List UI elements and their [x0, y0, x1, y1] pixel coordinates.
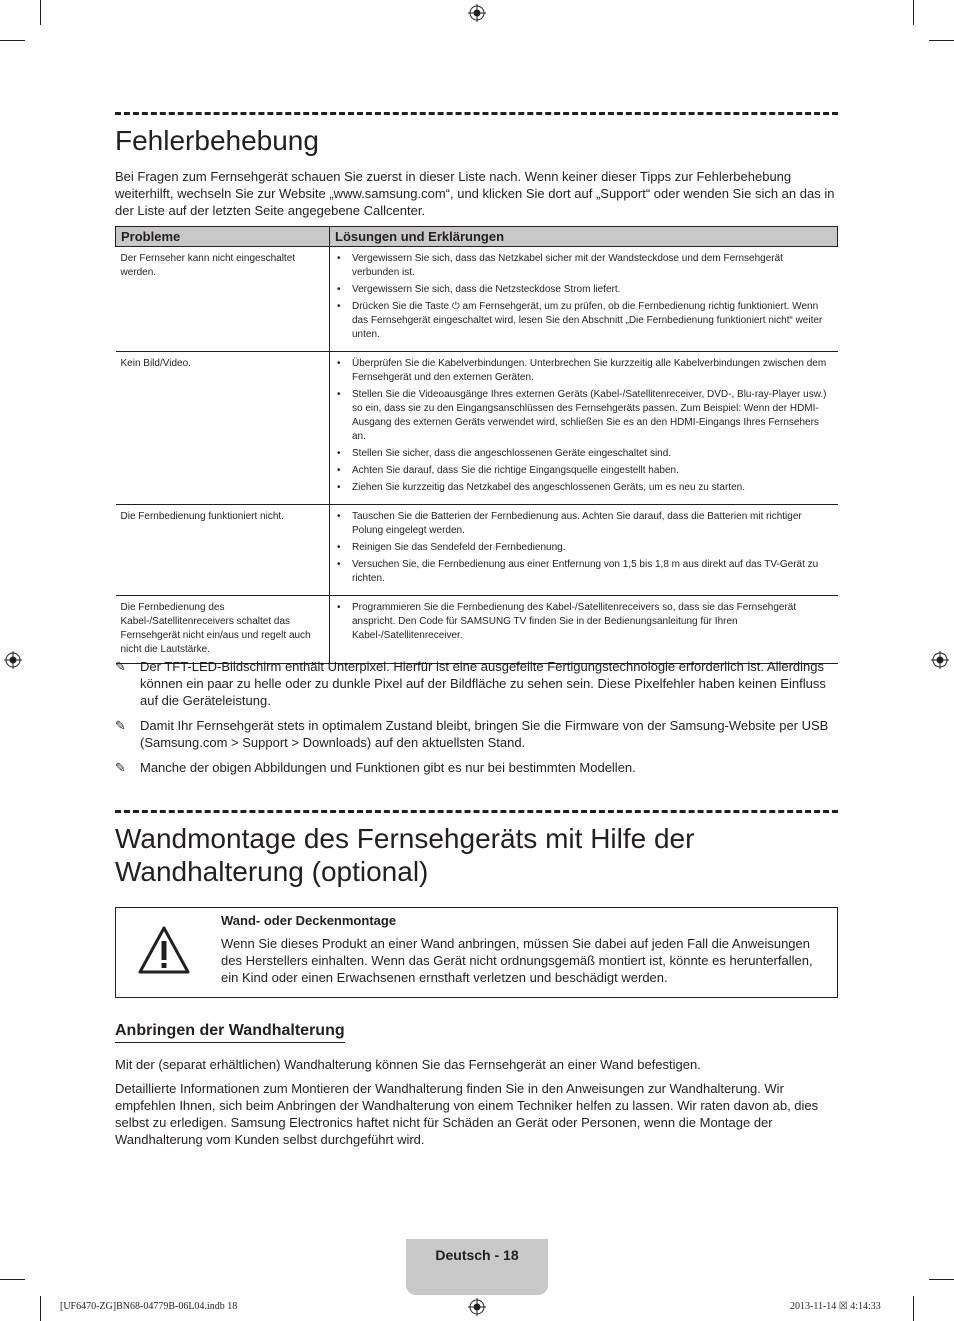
- solution-item: • Stellen Sie die Videoausgänge Ihres externen Geräts (Kabel-/Satellitenreceiver, DVD-, Blu-ray-Player usw.) so ein, dass sie zu den Eingangsanschlüssen des Fernsehgeräts passen. Zum Beispiel: Wenn der HDMI-Ausgang des externen Geräts verwendet wird, schließen Sie es an den HDMI-Eingangs Ihres Fernsehers an.: [352, 388, 833, 444]
- note-text: Damit Ihr Fernsehgerät stets in optimalem Zustand bleibt, bringen Sie die Firmware von der Samsung-Website per USB (Samsung.com > Support > Downloads) auf den aktuellsten Stand.: [140, 718, 829, 750]
- warning-box: [115, 907, 838, 998]
- section-title: Wandmontage des Fernsehgeräts mit Hilfe der Wandhalterung (optional): [115, 823, 695, 887]
- section-divider: [115, 810, 838, 813]
- table-row: [116, 505, 838, 596]
- crop-mark: [40, 0, 41, 25]
- solution-item: • Ziehen Sie kurzzeitig das Netzkabel des angeschlossenen Geräts, um es neu zu starten.: [352, 481, 833, 495]
- solutions-cell: [330, 505, 838, 596]
- problem-cell: Die Fernbedienung des Kabel-/Satellitenreceivers schaltet das Fernsehgerät nicht ein/aus und regelt auch nicht die Lautstärke.: [116, 596, 330, 664]
- warning-triangle-icon: [138, 925, 190, 975]
- registration-mark-icon: [4, 651, 22, 669]
- troubleshooting-table: [115, 226, 838, 664]
- problem-cell: Die Fernbedienung funktioniert nicht.: [116, 505, 330, 596]
- registration-mark-icon: [931, 651, 949, 669]
- table-row: [116, 352, 838, 505]
- solution-item: • Programmieren Sie die Fernbedienung des Kabel-/Satellitenreceivers so, dass sie das Fernsehgerät anspricht. Den Code für SAMSUNG TV finden Sie in der Bedienungsanleitung für Ihren Kabel-/Satellitenreceiver.: [352, 601, 833, 643]
- solution-item: • Tauschen Sie die Batterien der Fernbedienung aus. Achten Sie darauf, dass die Batterien mit richtiger Polung eingelegt werden.: [352, 510, 833, 538]
- registration-mark-icon: [468, 1298, 486, 1316]
- crop-mark: [0, 1279, 25, 1280]
- solution-item: • Achten Sie darauf, dass Sie die richtige Eingangsquelle eingestellt haben.: [352, 464, 833, 478]
- solution-item: • Vergewissern Sie sich, dass das Netzkabel sicher mit der Wandsteckdose und dem Fernsehgerät verbunden ist.: [352, 252, 833, 280]
- warning-text: Wenn Sie dieses Produkt an einer Wand anbringen, müssen Sie dabei auf jeden Fall die Anweisungen des Herstellers einhalten. Wenn das Gerät nicht ordnungsgemäß montiert ist, könnte es herunterfallen, ein Kind oder einen Erwachsenen ernsthaft verletzen und beschädigt werden.: [221, 936, 813, 985]
- note-item: [115, 658, 838, 709]
- footer-timestamp: 2013-11-14 ☒ 4:14:33: [790, 1301, 881, 1312]
- pencil-note-icon: ✎: [115, 760, 126, 775]
- notes-list: [115, 658, 838, 784]
- table-row: [116, 596, 838, 664]
- registration-mark-icon: [468, 4, 486, 22]
- section-title: Fehlerbehebung: [115, 125, 319, 156]
- solution-item: • Stellen Sie sicher, dass die angeschlossenen Geräte eingeschaltet sind.: [352, 447, 833, 461]
- note-text: Manche der obigen Abbildungen und Funktionen gibt es nur bei bestimmten Modellen.: [140, 760, 636, 775]
- subheading: Anbringen der Wandhalterung: [115, 1021, 345, 1043]
- solutions-cell: [330, 596, 838, 664]
- solution-item: • Vergewissern Sie sich, dass die Netzsteckdose Strom liefert.: [352, 283, 833, 297]
- problem-cell: Der Fernseher kann nicht eingeschaltet werden.: [116, 247, 330, 352]
- intro-paragraph: Bei Fragen zum Fernsehgerät schauen Sie zuerst in dieser Liste nach. Wenn keiner dieser Tipps zur Fehlerbehebung weiterhilft, wechseln Sie zur Website „www.samsung.com“, und klicken Sie dort auf „Support“ oder wenden Sie sich an das in der Liste auf der letzten Seite angegebene Callcenter.: [115, 169, 835, 218]
- note-item: [115, 717, 838, 751]
- page-number-tab: [406, 1239, 548, 1295]
- table-row: [116, 247, 838, 352]
- section-divider: [115, 112, 838, 115]
- solution-item: • Überprüfen Sie die Kabelverbindungen. Unterbrechen Sie kurzzeitig alle Kabelverbindungen zwischen dem Fernsehgerät und den externen Geräten.: [352, 357, 833, 385]
- paragraph: Detaillierte Informationen zum Montieren der Wandhalterung finden Sie in den Anweisungen zur Wandhalterung. Wir empfehlen Ihnen, sich beim Anbringen der Wandhalterung von einem Techniker helfen zu lassen. Wir raten davon ab, dies selbst zu erledigen. Samsung Electronics haftet nicht für Schäden an Gerät oder Personen, wenn die Montage der Wandhalterung vom Kunden selbst durchgeführt wird.: [115, 1081, 819, 1147]
- warning-title: Wand- oder Deckenmontage: [221, 913, 397, 928]
- column-header-problems: Probleme: [116, 227, 330, 247]
- table-header-row: [116, 227, 838, 247]
- pencil-note-icon: ✎: [115, 659, 126, 674]
- solution-item: • Versuchen Sie, die Fernbedienung aus einer Entfernung von 1,5 bis 1,8 m aus direkt auf das TV-Gerät zu richten.: [352, 558, 833, 586]
- solutions-cell: [330, 247, 838, 352]
- note-text: Der TFT-LED-Bildschirm enthält Unterpixel. Hierfür ist eine ausgefeilte Fertigungstechnologie erforderlich ist. Allerdings können ein paar zu helle oder zu dunkle Pixel auf der Bildfläche zu sehen sein. Diese Pixelfehler haben keinen Einfluss auf die Geräteleistung.: [140, 659, 826, 708]
- pencil-note-icon: ✎: [115, 718, 126, 733]
- solution-item: • Drücken Sie die Taste ⏻ am Fernsehgerät, um zu prüfen, ob die Fernbedienung richtig funktioniert. Wenn das Fernsehgerät eingeschaltet wird, lesen Sie den Abschnitt „Die Fernbedienung funktioniert nicht“ weiter unten.: [352, 300, 833, 342]
- footer-file-info: [UF6470-ZG]BN68-04779B-06L04.indb 18: [60, 1301, 238, 1312]
- crop-mark: [929, 40, 954, 41]
- column-header-solutions: Lösungen und Erklärungen: [330, 227, 838, 247]
- crop-mark: [913, 1296, 914, 1321]
- crop-mark: [913, 0, 914, 25]
- page-number: Deutsch - 18: [435, 1247, 519, 1263]
- note-item: [115, 759, 838, 776]
- crop-mark: [929, 1279, 954, 1280]
- crop-mark: [40, 1296, 41, 1321]
- crop-mark: [0, 40, 25, 41]
- solution-item: • Reinigen Sie das Sendefeld der Fernbedienung.: [352, 541, 833, 555]
- solutions-cell: [330, 352, 838, 505]
- problem-cell: Kein Bild/Video.: [116, 352, 330, 505]
- paragraph: Mit der (separat erhältlichen) Wandhalterung können Sie das Fernsehgerät an einer Wand befestigen.: [115, 1057, 701, 1072]
